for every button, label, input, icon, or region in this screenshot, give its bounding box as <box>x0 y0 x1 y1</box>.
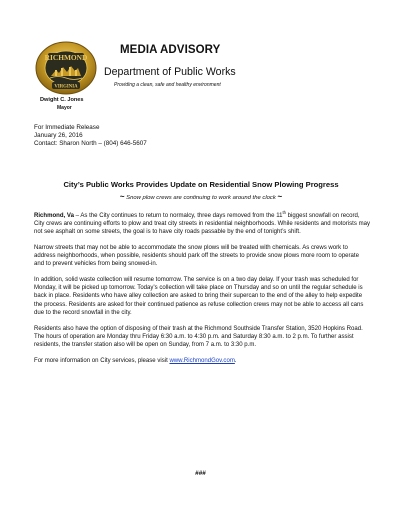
paragraph-5-end: . <box>234 357 237 364</box>
mayor-name: Dwight C. Jones <box>40 97 84 103</box>
press-headline: City’s Public Works Provides Update on Residential Snow Plowing Progress <box>63 180 339 189</box>
release-line: For Immediate Release <box>34 124 100 131</box>
paragraph-1-text-b: biggest snowfall on record, City crews are continuing efforts to plow and treat city streets in residential neighborhoods. While residents and motorists may not see asphalt on some streets, the goal is to have city roads passable by the end of tonight’s shift. <box>34 213 370 236</box>
end-of-release-mark: ### <box>195 470 206 477</box>
department-name: Department of Public Works <box>104 66 236 78</box>
subheadline-text: Snow plow crews are continuing to work around the clock <box>126 195 276 201</box>
paragraph-2: Narrow streets that may not be able to accommodate the snow plows will be treated with chemicals. As crews work to address neighborhoods, when possible, residents should park off the streets to provide snow plows more room to operate and to prevent vehicles from being snowed-in. <box>34 245 359 268</box>
release-info <box>34 124 147 149</box>
paragraph-5 <box>34 357 370 365</box>
press-body <box>34 209 370 372</box>
svg-text:RICHMOND: RICHMOND <box>44 53 88 63</box>
media-advisory-title: MEDIA ADVISORY <box>120 44 221 56</box>
ordinal-suffix: th <box>282 209 286 215</box>
paragraph-1-text-a: – As the City continues to return to normalcy, three days removed from the 11 <box>73 213 283 219</box>
svg-text:VIRGINIA: VIRGINIA <box>54 84 78 90</box>
richmondgov-link[interactable]: www.RichmondGov.com <box>169 357 235 364</box>
release-date: January 26, 2016 <box>34 132 83 140</box>
release-contact: Contact: Sharon North – (804) 646-5607 <box>34 140 147 148</box>
paragraph-3: In addition, solid waste collection will resume tomorrow. The service is on a two day delay. If your trash was scheduled for Monday, it will be picked up tomorrow. Today’s collection will take place on Thursday and so on until the regular schedule is back in place. Residents who have alley collection are asked to bring their supercan to the end of the alley to help expedite the process. Residents are asked for their continued patience as refuse collection crews may not be able to access all cans due to the record snowfall in the city. <box>34 277 364 316</box>
city-seal-logo <box>34 40 98 96</box>
paragraph-5-text: For more information on City services, please visit <box>34 357 170 364</box>
tilde-left: ~ <box>119 192 125 201</box>
paragraph-4: Residents also have the option of disposing of their trash at the Richmond Southside Transfer Station, 3520 Hopkins Road. The hours of operation are Monday thru Friday 6:30 a.m. to 4:30 p.m. and Saturday 8:30 a.m. to 2 p.m. To further assist residents, the transfer station also will be open on Sunday, from 7 a.m. to 3:30 p.m. <box>34 325 363 348</box>
dateline: Richmond, Va <box>34 213 74 219</box>
press-subheadline <box>32 192 370 201</box>
tilde-right: ~ <box>277 192 283 201</box>
mayor-title: Mayor <box>57 105 72 111</box>
paragraph-1 <box>34 209 370 236</box>
department-tagline: Providing a clean, safe and healthy environment <box>114 82 221 88</box>
